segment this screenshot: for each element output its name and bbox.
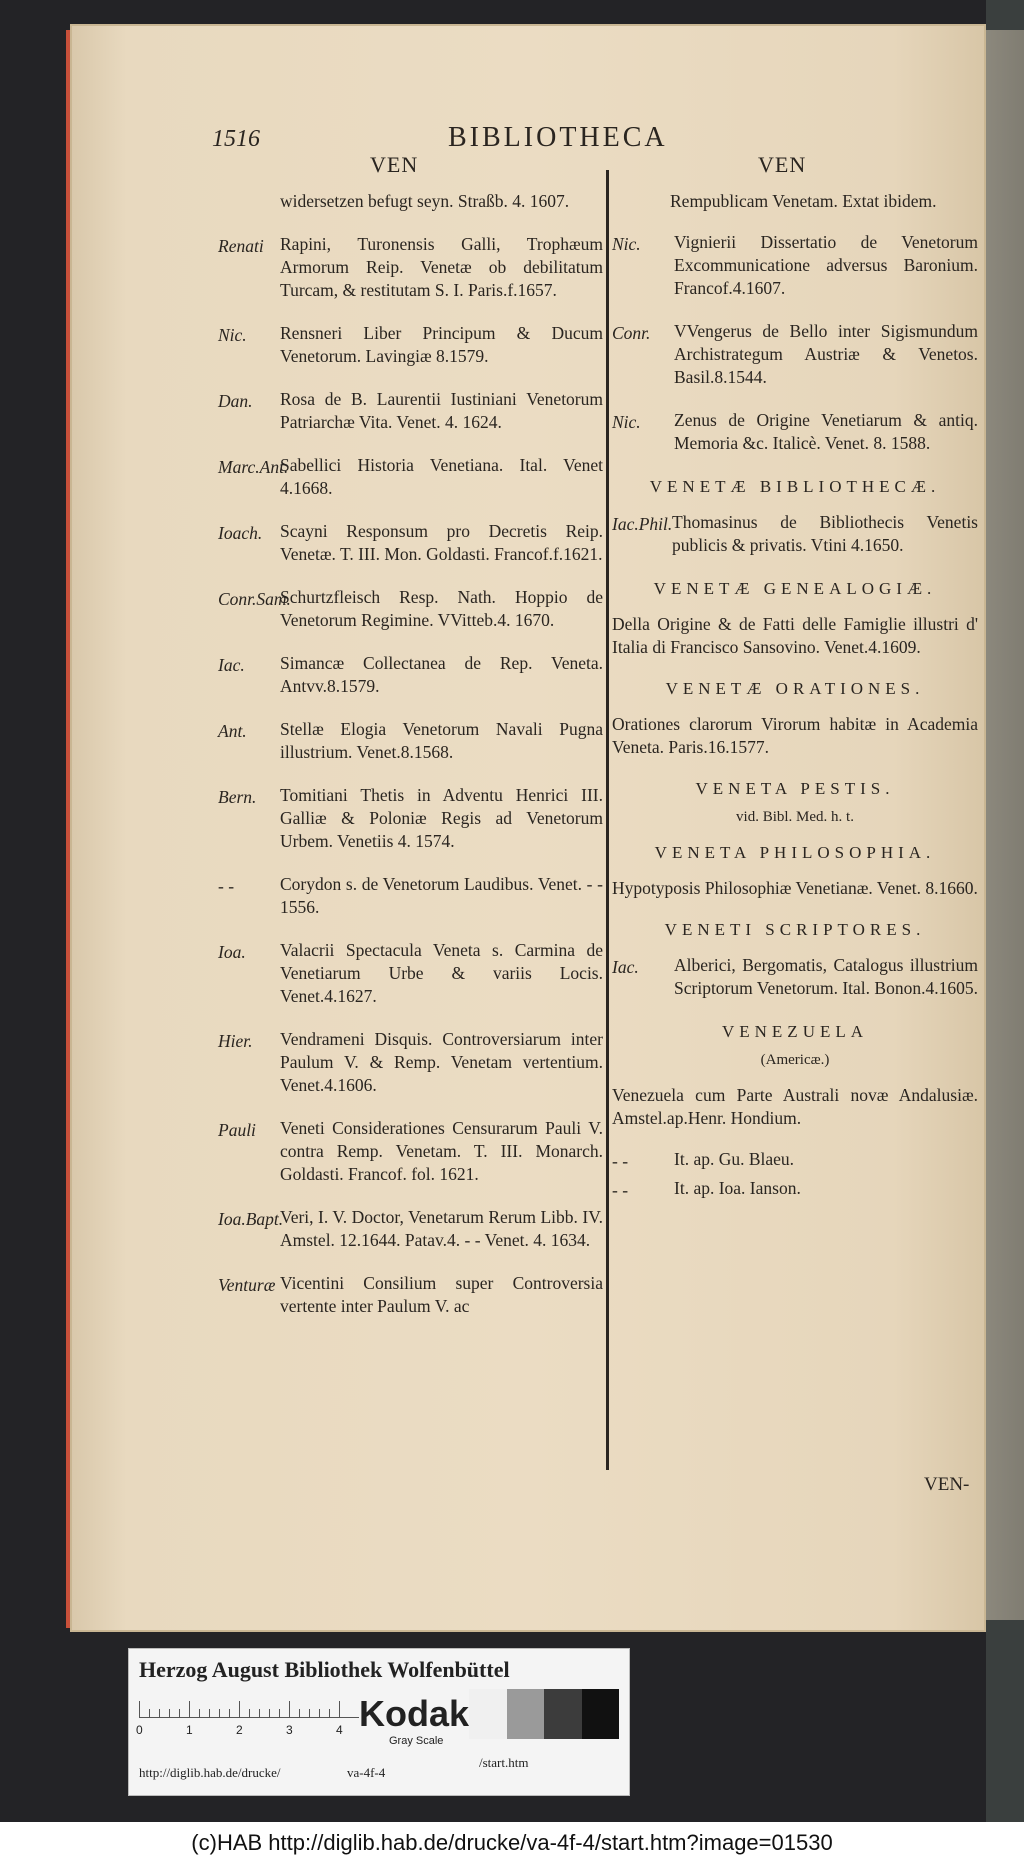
entry-text: widersetzen befugt seyn. Straßb. 4. 1607. [280, 191, 570, 211]
ruler-scale [139, 1695, 359, 1718]
bibliography-entry [218, 718, 603, 764]
gray-scale-label: Gray Scale [389, 1735, 444, 1747]
bibliography-entry [218, 190, 603, 213]
section-heading-pestis: VENETA PESTIS. [695, 779, 895, 798]
color-target-card [128, 1648, 630, 1796]
entry-text: Rapini, Turonensis Galli, Trophæum Armorum Reip. Venetæ ob debilitatum Turcam, & restitutam S. I. Paris.f.1657. [280, 234, 603, 300]
entry-text: Vendrameni Disquis. Controversiarum inter Paulum V. & Remp. Venetam vertentium. Venet.4.1606. [280, 1029, 603, 1095]
entry-text: Schurtzfleisch Resp. Nath. Hoppio de Venetorum Regimine. VVitteb.4. 1670. [280, 587, 603, 630]
genealogy-entry: Della Origine & de Fatti delle Famiglie illustri d' Italia di Francisco Sansovino. Venet.4.1609. [612, 614, 978, 657]
entry-text: Veri, I. V. Doctor, Venetarum Rerum Libb. IV. Amstel. 12.1644. Patav.4. - - Venet. 4. 1634. [280, 1207, 603, 1250]
venezuela-entry: Venezuela cum Parte Australi novæ Andalusiæ. Amstel.ap.Henr. Hondium. [612, 1085, 978, 1128]
venezuela-lines [612, 1148, 978, 1202]
section-heading-orationes: VENETÆ ORATIONES. [665, 679, 925, 698]
bibliography-entry [218, 1272, 603, 1318]
bibliography-entry [218, 1206, 603, 1252]
entry-group [612, 231, 978, 455]
bibliography-entry [612, 511, 978, 557]
gray-scale-patches [469, 1689, 619, 1739]
philosophia-entry: Hypotyposis Philosophiæ Venetianæ. Venet. 8.1660. [612, 878, 978, 898]
start-page: /start.htm [479, 1755, 529, 1770]
entry-forename: Ant. [218, 721, 247, 741]
ruler-number: 4 [336, 1723, 343, 1737]
entry-forename: Marc.Ant. [218, 457, 289, 477]
entry-text: Thomasinus de Bibliothecis Venetis publicis & privatis. Vtini 4.1650. [672, 512, 978, 555]
bibliography-entry [612, 409, 978, 455]
entry-text: Rosa de B. Laurentii Iustiniani Venetorum Patriarchæ Vita. Venet. 4. 1624. [280, 389, 603, 432]
entry-text: Simancæ Collectanea de Rep. Veneta. Antvv.8.1579. [280, 653, 603, 696]
column-head-right: VEN [758, 152, 807, 177]
entry-forename: Nic. [612, 412, 641, 432]
scriptores-entry [612, 954, 978, 1000]
entry-forename: Venturæ [218, 1275, 276, 1295]
right-column [612, 190, 978, 1206]
entry-forename: Iac. [612, 957, 639, 977]
entry-text: It. ap. Ioa. Ianson. [674, 1178, 801, 1198]
entry-forename: Dan. [218, 391, 253, 411]
entry-forename: Ioa. [218, 942, 246, 962]
section-heading-bibliothecae: VENETÆ BIBLIOTHECÆ. [649, 477, 941, 496]
column-divider [606, 170, 609, 1470]
bibliography-entry [218, 784, 603, 853]
ruler-number: 0 [136, 1723, 143, 1737]
entry-text: Rensneri Liber Principum & Ducum Venetorum. Lavingiæ 8.1579. [280, 323, 603, 366]
entry-text: Alberici, Bergomatis, Catalogus illustrium Scriptorum Venetorum. Ital. Bonon.4.1605. [674, 955, 978, 998]
section-heading-scriptores: VENETI SCRIPTORES. [664, 920, 926, 939]
left-column [218, 190, 603, 1338]
bibliography-entry [218, 1117, 603, 1186]
bibliography-entry [218, 1028, 603, 1097]
bibliography-entry [218, 873, 603, 919]
entry-forename: Pauli [218, 1120, 256, 1140]
entry-forename: Iac.Phil. [612, 514, 673, 534]
entry-text: It. ap. Gu. Blaeu. [674, 1149, 795, 1169]
column-head-left: VEN [370, 152, 419, 177]
entry-text: Tomitiani Thetis in Adventu Henrici III. Galliæ & Poloniæ Regis ad Venetorum Urbem. Venetiis 4. 1574. [280, 785, 603, 851]
entry-text: Corydon s. de Venetorum Laudibus. Venet. - - 1556. [280, 874, 603, 917]
entry-text: Valacrii Spectacula Veneta s. Carmina de Venetiarum Urbe & variis Locis. Venet.4.1627. [280, 940, 603, 1006]
entry-forename: Ioa.Bapt. [218, 1209, 284, 1229]
entry-forename: Ioach. [218, 523, 263, 543]
entry-forename: Nic. [218, 325, 247, 345]
section-heading-genealogiae: VENETÆ GENEALOGIÆ. [653, 579, 937, 598]
bibliography-entry [218, 652, 603, 698]
bibliography-entry [218, 388, 603, 434]
orationes-entry: Orationes clarorum Virorum habitæ in Academia Veneta. Paris.16.1577. [612, 714, 978, 757]
entry-text: Vicentini Consilium super Controversia vertente inter Paulum V. ac [280, 1273, 603, 1316]
bibliography-entry [218, 586, 603, 632]
entry-text: Vignierii Dissertatio de Venetorum Excommunicatione adversus Baronium. Francof.4.1607. [674, 232, 978, 298]
bibliography-entry [218, 520, 603, 566]
ruler-number: 1 [186, 1723, 193, 1737]
image-credit: (c)HAB http://diglib.hab.de/drucke/va-4f-4/start.htm?image=01530 [0, 1822, 1024, 1864]
entry-forename: Bern. [218, 787, 257, 807]
entry-text: Sabellici Historia Venetiana. Ital. Venet 4.1668. [280, 455, 603, 498]
entry-forename: Conr.Sam. [218, 589, 291, 609]
running-title: BIBLIOTHECA [448, 122, 668, 153]
bibliography-entry [612, 231, 978, 300]
entry-forename: Renati [218, 236, 264, 256]
entry-forename: Hier. [218, 1031, 253, 1051]
library-name: Herzog August Bibliothek Wolfenbüttel [139, 1657, 510, 1682]
bibliography-entry [612, 320, 978, 389]
entry-forename: - - [612, 1151, 629, 1171]
bibliography-entry [612, 1177, 978, 1202]
pestis-reference: vid. Bibl. Med. h. t. [736, 809, 854, 825]
page-number: 1516 [212, 126, 260, 152]
ruler-number: 2 [236, 1723, 243, 1737]
ruler-number: 3 [286, 1723, 293, 1737]
venezuela-subheading: (Americæ.) [760, 1052, 830, 1068]
section-heading-philosophia: VENETA PHILOSOPHIA. [654, 843, 936, 862]
continued-entry: Rempublicam Venetam. Extat ibidem. [670, 191, 937, 211]
entry-text: Veneti Considerationes Censurarum Pauli V. contra Remp. Venetam. T. III. Monarch. Goldasti. Francof. fol. 1621. [280, 1118, 603, 1184]
shelf-code: va-4f-4 [347, 1765, 386, 1780]
entry-forename: Nic. [612, 234, 641, 254]
bibliography-entry [218, 454, 603, 500]
kodak-logo: Kodak [359, 1693, 470, 1734]
bibliography-entry [218, 939, 603, 1008]
entry-forename: - - [612, 1180, 629, 1200]
section-heading-venezuela: VENEZUELA [721, 1022, 869, 1041]
bibliography-entry [218, 322, 603, 368]
catchword: VEN- [924, 1474, 970, 1495]
bibliography-entry [612, 1148, 978, 1173]
adjacent-page-strip [986, 30, 1024, 1620]
bibliography-entry [218, 233, 603, 302]
entry-forename: Iac. [218, 655, 245, 675]
library-url: http://diglib.hab.de/drucke/ [139, 1765, 281, 1780]
entry-text: Zenus de Origine Venetiarum & antiq. Memoria &c. Italicè. Venet. 8. 1588. [674, 410, 978, 453]
entry-forename: Conr. [612, 323, 651, 343]
entry-forename: - - [218, 876, 235, 896]
entry-text: VVengerus de Bello inter Sigismundum Archistrategum Austriæ & Venetos. Basil.8.1544. [674, 321, 978, 387]
entry-text: Scayni Responsum pro Decretis Reip. Venetæ. T. III. Mon. Goldasti. Francof.f.1621. [280, 521, 603, 564]
entry-text: Stellæ Elogia Venetorum Navali Pugna illustrium. Venet.8.1568. [280, 719, 603, 762]
